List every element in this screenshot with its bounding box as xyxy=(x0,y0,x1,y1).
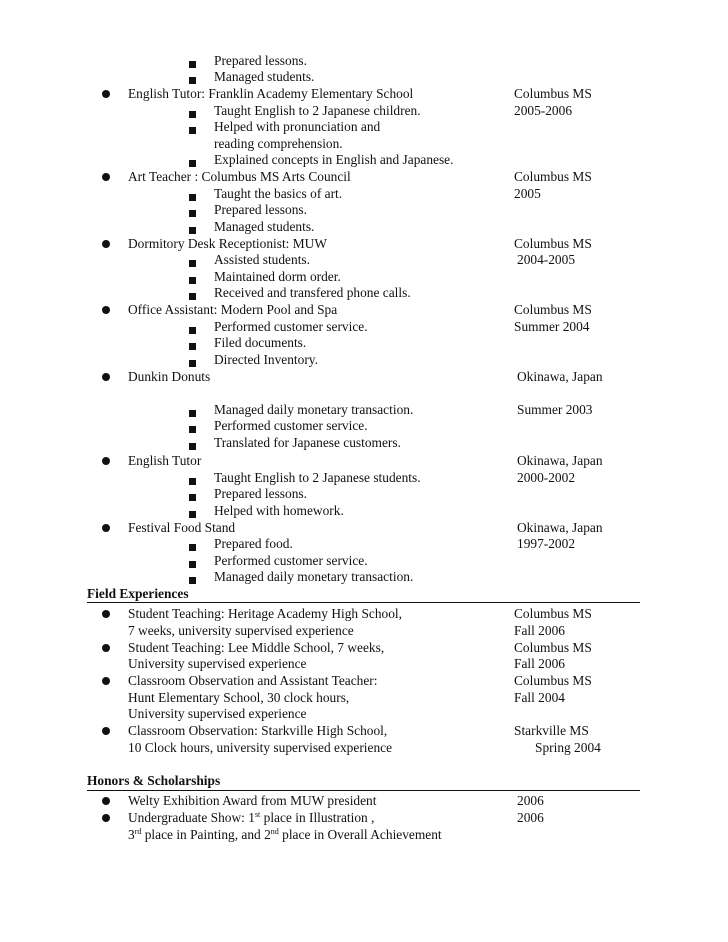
round-bullet-icon xyxy=(102,457,110,465)
square-bullet-icon xyxy=(189,277,196,284)
field-location: Columbus MS xyxy=(514,640,592,655)
job-title: English Tutor: Franklin Academy Elementary School xyxy=(128,86,414,101)
section-heading-field-experiences: Field Experiences xyxy=(87,586,189,601)
round-bullet-icon xyxy=(102,173,110,181)
job-location: Okinawa, Japan xyxy=(517,453,603,468)
duty-item: Prepared lessons. xyxy=(214,486,307,501)
job-dates: Summer 2003 xyxy=(517,402,593,417)
square-bullet-icon xyxy=(189,577,196,584)
field-entry-line: Hunt Elementary School, 30 clock hours, xyxy=(128,690,350,705)
field-entry-line: University supervised experience xyxy=(128,706,307,721)
field-location: Starkville MS xyxy=(514,723,589,738)
section-rule xyxy=(87,790,640,791)
round-bullet-icon xyxy=(102,610,110,618)
field-dates: Spring 2004 xyxy=(535,740,601,755)
job-location: Columbus MS xyxy=(514,302,592,317)
square-bullet-icon xyxy=(189,127,196,134)
round-bullet-icon xyxy=(102,727,110,735)
duty-item: Taught English to 2 Japanese students. xyxy=(214,470,421,485)
honor-entry-continued: 3rd place in Painting, and 2nd place in Overall Achievement xyxy=(128,827,442,842)
duty-item: Managed students. xyxy=(214,219,315,234)
round-bullet-icon xyxy=(102,306,110,314)
square-bullet-icon xyxy=(189,443,196,450)
job-dates: 2005 xyxy=(514,186,541,201)
square-bullet-icon xyxy=(189,410,196,417)
round-bullet-icon xyxy=(102,814,110,822)
field-entry-line: 10 Clock hours, university supervised experience xyxy=(128,740,393,755)
field-entry-line: University supervised experience xyxy=(128,656,307,671)
field-location: Columbus MS xyxy=(514,673,592,688)
job-title: Dormitory Desk Receptionist: MUW xyxy=(128,236,327,251)
duty-item: Performed customer service. xyxy=(214,553,368,568)
square-bullet-icon xyxy=(189,544,196,551)
field-dates: Fall 2004 xyxy=(514,690,565,705)
honor-entry: Welty Exhibition Award from MUW president xyxy=(128,793,377,808)
square-bullet-icon xyxy=(189,111,196,118)
square-bullet-icon xyxy=(189,293,196,300)
round-bullet-icon xyxy=(102,240,110,248)
job-title: Art Teacher : Columbus MS Arts Council xyxy=(128,169,351,184)
round-bullet-icon xyxy=(102,524,110,532)
duty-item: Assisted students. xyxy=(214,252,310,267)
job-location: Columbus MS xyxy=(514,86,592,101)
round-bullet-icon xyxy=(102,677,110,685)
duty-item-continued: reading comprehension. xyxy=(214,136,343,151)
job-title: English Tutor xyxy=(128,453,202,468)
round-bullet-icon xyxy=(102,90,110,98)
job-dates: Summer 2004 xyxy=(514,319,590,334)
duty-item: Taught the basics of art. xyxy=(214,186,343,201)
duty-item: Managed daily monetary transaction. xyxy=(214,569,414,584)
field-entry-line: Classroom Observation and Assistant Teacher: xyxy=(128,673,378,688)
job-dates: 2005-2006 xyxy=(514,103,573,118)
job-location: Columbus MS xyxy=(514,236,592,251)
square-bullet-icon xyxy=(189,160,196,167)
duty-item: Translated for Japanese customers. xyxy=(214,435,401,450)
duty-item: Managed daily monetary transaction. xyxy=(214,402,414,417)
duty-item: Helped with pronunciation and xyxy=(214,119,381,134)
field-location: Columbus MS xyxy=(514,606,592,621)
square-bullet-icon xyxy=(189,360,196,367)
field-dates: Fall 2006 xyxy=(514,623,565,638)
job-title: Festival Food Stand xyxy=(128,520,236,535)
square-bullet-icon xyxy=(189,478,196,485)
square-bullet-icon xyxy=(189,61,196,68)
duty-item: Prepared food. xyxy=(214,536,293,551)
duty-item: Performed customer service. xyxy=(214,319,368,334)
square-bullet-icon xyxy=(189,210,196,217)
square-bullet-icon xyxy=(189,227,196,234)
square-bullet-icon xyxy=(189,77,196,84)
square-bullet-icon xyxy=(189,494,196,501)
duty-item: Performed customer service. xyxy=(214,418,368,433)
square-bullet-icon xyxy=(189,561,196,568)
square-bullet-icon xyxy=(189,260,196,267)
square-bullet-icon xyxy=(189,327,196,334)
job-location: Okinawa, Japan xyxy=(517,520,603,535)
field-entry-line: Student Teaching: Lee Middle School, 7 weeks, xyxy=(128,640,385,655)
job-dates: 2004-2005 xyxy=(517,252,576,267)
duty-item: Prepared lessons. xyxy=(214,202,307,217)
job-dates: 1997-2002 xyxy=(517,536,576,551)
round-bullet-icon xyxy=(102,797,110,805)
duty-item: Managed students. xyxy=(214,69,315,84)
section-rule xyxy=(87,602,640,603)
field-dates: Fall 2006 xyxy=(514,656,565,671)
field-entry-line: Classroom Observation: Starkville High School, xyxy=(128,723,388,738)
duty-item: Filed documents. xyxy=(214,335,307,350)
square-bullet-icon xyxy=(189,511,196,518)
duty-item: Prepared lessons. xyxy=(214,53,307,68)
field-entry-line: 7 weeks, university supervised experience xyxy=(128,623,354,638)
honor-entry: Undergraduate Show: 1st place in Illustration , xyxy=(128,810,375,825)
honor-year: 2006 xyxy=(517,810,544,825)
square-bullet-icon xyxy=(189,194,196,201)
section-heading-honors: Honors & Scholarships xyxy=(87,773,221,788)
job-title: Dunkin Donuts xyxy=(128,369,211,384)
duty-item: Received and transfered phone calls. xyxy=(214,285,411,300)
job-location: Okinawa, Japan xyxy=(517,369,603,384)
duty-item: Maintained dorm order. xyxy=(214,269,341,284)
square-bullet-icon xyxy=(189,426,196,433)
duty-item: Taught English to 2 Japanese children. xyxy=(214,103,421,118)
job-dates: 2000-2002 xyxy=(517,470,576,485)
round-bullet-icon xyxy=(102,373,110,381)
round-bullet-icon xyxy=(102,644,110,652)
field-entry-line: Student Teaching: Heritage Academy High School, xyxy=(128,606,403,621)
duty-item: Directed Inventory. xyxy=(214,352,318,367)
job-title: Office Assistant: Modern Pool and Spa xyxy=(128,302,338,317)
honor-year: 2006 xyxy=(517,793,544,808)
duty-item: Explained concepts in English and Japanese. xyxy=(214,152,454,167)
square-bullet-icon xyxy=(189,343,196,350)
duty-item: Helped with homework. xyxy=(214,503,344,518)
job-location: Columbus MS xyxy=(514,169,592,184)
